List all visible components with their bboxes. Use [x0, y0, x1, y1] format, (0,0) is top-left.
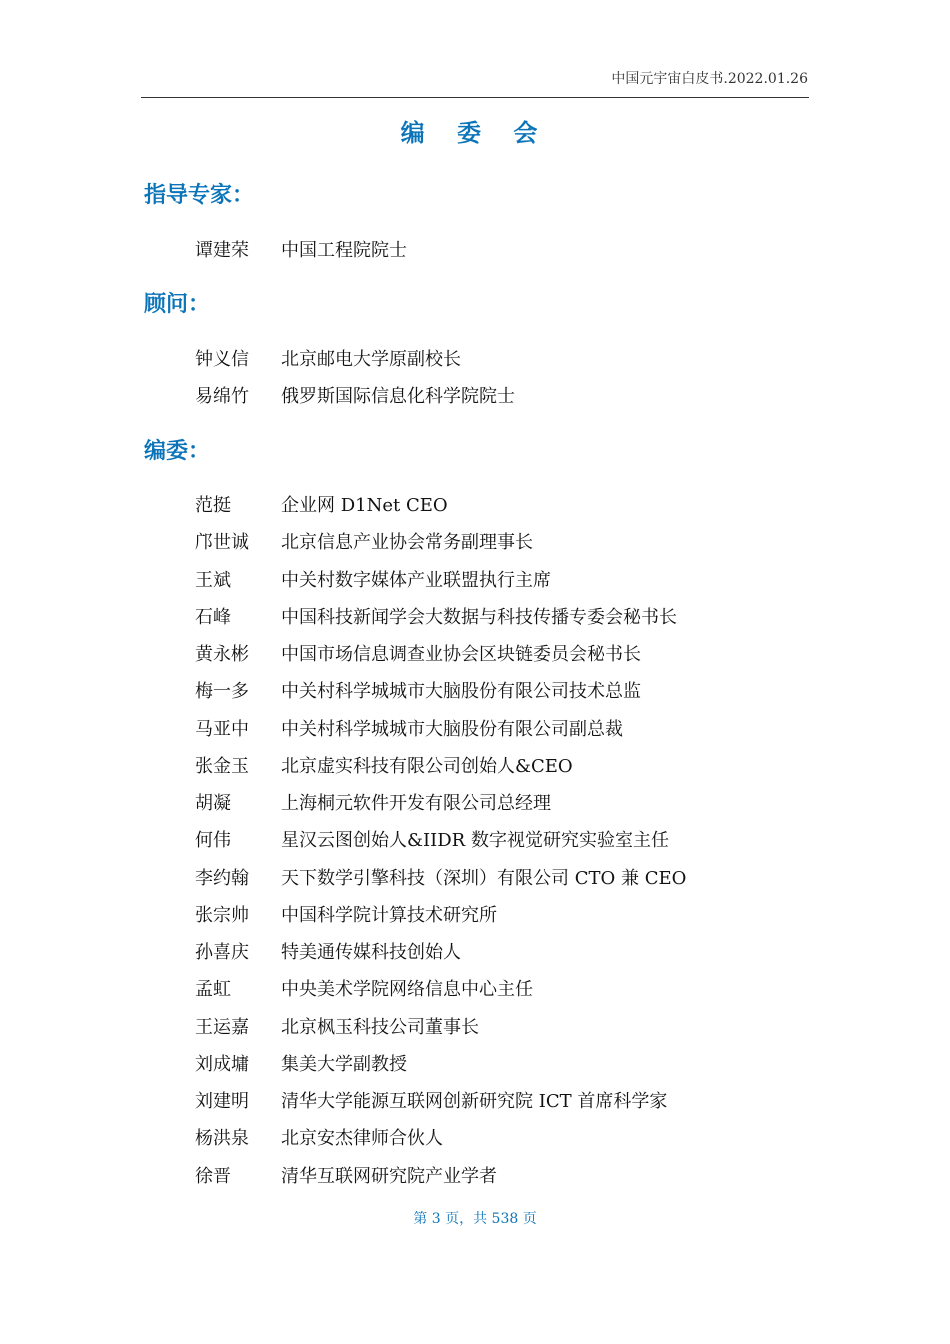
member-row	[195, 901, 497, 927]
member-row	[195, 864, 686, 890]
member-role: 北京枫玉科技公司董事长	[281, 1017, 479, 1038]
member-name: 邝世诚	[195, 532, 249, 553]
member-name: 王斌	[195, 570, 231, 591]
member-name: 孙喜庆	[195, 942, 249, 963]
member-row	[195, 640, 641, 666]
member-role: 中国工程院院士	[281, 240, 407, 261]
member-row	[195, 826, 669, 852]
section-heading-advisors: 顾问：	[144, 292, 211, 317]
member-role: 中国科技新闻学会大数据与科技传播专委会秘书长	[281, 607, 677, 628]
member-role: 中关村科学城城市大脑股份有限公司副总裁	[281, 719, 623, 740]
member-row	[195, 1124, 443, 1150]
member-row	[195, 938, 461, 964]
member-role: 北京邮电大学原副校长	[281, 349, 461, 370]
member-role: 特美通传媒科技创始人	[281, 942, 461, 963]
member-role: 集美大学副教授	[281, 1054, 407, 1075]
member-row	[195, 603, 677, 629]
member-role: 中央美术学院网络信息中心主任	[281, 979, 533, 1000]
member-name: 何伟	[195, 830, 231, 851]
member-role: 北京安杰律师合伙人	[281, 1128, 443, 1149]
member-role: 中关村科学城城市大脑股份有限公司技术总监	[281, 681, 641, 702]
member-row	[195, 975, 533, 1001]
member-row	[195, 1162, 497, 1188]
member-row	[195, 236, 407, 262]
member-role: 清华互联网研究院产业学者	[281, 1166, 497, 1187]
member-name: 范挺	[195, 495, 231, 516]
header-doc-label: 中国元宇宙白皮书.2022.01.26	[611, 71, 808, 87]
member-row	[195, 566, 551, 592]
member-role: 清华大学能源互联网创新研究院 ICT 首席科学家	[281, 1091, 668, 1112]
member-row	[195, 382, 515, 408]
member-role: 上海桐元软件开发有限公司总经理	[281, 793, 551, 814]
member-name: 黄永彬	[195, 644, 249, 665]
member-row	[195, 1013, 479, 1039]
member-name: 刘成墉	[195, 1054, 249, 1075]
member-row	[195, 1087, 667, 1113]
member-name: 钟义信	[195, 349, 249, 370]
member-role: 北京虚实科技有限公司创始人&CEO	[281, 756, 573, 777]
member-name: 杨洪泉	[195, 1128, 249, 1149]
member-row	[195, 491, 448, 517]
member-role: 企业网 D1Net CEO	[281, 495, 448, 516]
member-row	[195, 715, 623, 741]
member-name: 张宗帅	[195, 905, 249, 926]
section-heading-guidance: 指导专家：	[144, 183, 255, 208]
member-name: 石峰	[195, 607, 231, 628]
member-role: 天下数学引擎科技（深圳）有限公司 CTO 兼 CEO	[281, 868, 687, 889]
member-name: 胡凝	[195, 793, 231, 814]
member-row	[195, 1050, 407, 1076]
section-heading-editors: 编委：	[144, 439, 211, 464]
member-name: 王运嘉	[195, 1017, 249, 1038]
member-row	[195, 789, 551, 815]
member-name: 李约翰	[195, 868, 249, 889]
member-name: 徐晋	[195, 1166, 231, 1187]
footer-page-label: 第 3 页，共 538 页	[413, 1211, 537, 1227]
member-row	[195, 752, 573, 778]
member-name: 谭建荣	[195, 240, 249, 261]
member-role: 中国市场信息调查业协会区块链委员会秘书长	[281, 644, 641, 665]
member-name: 马亚中	[195, 719, 249, 740]
member-row	[195, 677, 641, 703]
member-role: 中关村数字媒体产业联盟执行主席	[281, 570, 551, 591]
member-role: 中国科学院计算技术研究所	[281, 905, 497, 926]
member-name: 张金玉	[195, 756, 249, 777]
member-name: 易绵竹	[195, 386, 249, 407]
member-role: 俄罗斯国际信息化科学院院士	[281, 386, 515, 407]
member-row	[195, 528, 533, 554]
member-name: 刘建明	[195, 1091, 249, 1112]
member-name: 孟虹	[195, 979, 231, 1000]
member-name: 梅一多	[195, 681, 249, 702]
member-role: 星汉云图创始人&IIDR 数字视觉研究实验室主任	[281, 830, 669, 851]
member-role: 北京信息产业协会常务副理事长	[281, 532, 533, 553]
member-row	[195, 345, 461, 371]
header-rule	[141, 97, 809, 98]
page-title: 编 委 会	[400, 119, 550, 147]
